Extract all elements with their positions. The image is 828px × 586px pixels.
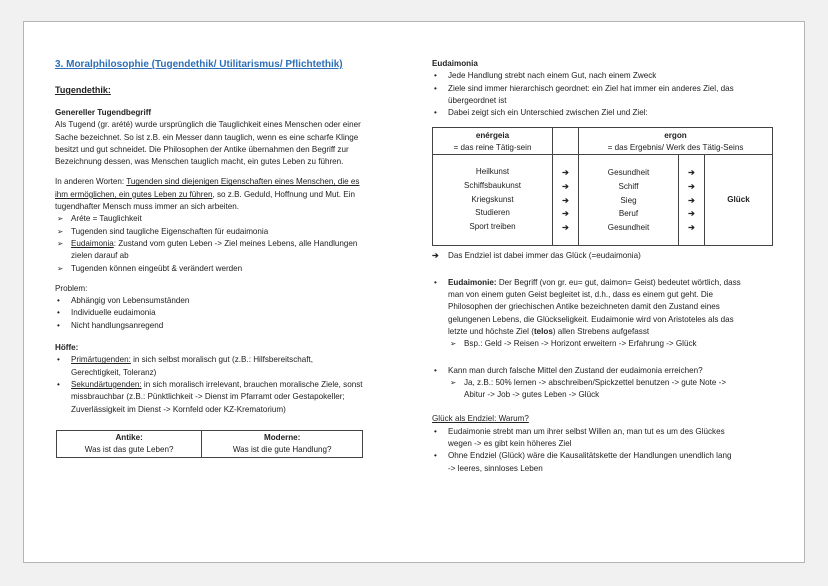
text-span: in sich moralisch irrelevant, brauchen moralische Ziele, sonst (141, 379, 363, 389)
list-item (55, 379, 400, 416)
activities-cell (433, 155, 553, 246)
text-span: übergeordnet ist (448, 95, 507, 105)
arrow-icon: ➔ (688, 168, 695, 178)
list-item: • Kann man durch falsche Mittel den Zustand der eudaimonia erreichen? (432, 365, 777, 377)
arrow-icon: ➔ (688, 209, 695, 219)
eudaimonie-definition (432, 277, 777, 338)
underlined-text: ihm ermöglichen, ein gutes Leben zu führen (55, 189, 213, 199)
text-span: : Zustand vom guten Leben -> Ziel meines Lebens, alle Handlungen (113, 238, 358, 248)
list-item (432, 83, 777, 108)
activity: Kriegskunst (471, 194, 514, 204)
text-line: tugendhafter Mensch muss immer an sich arbeiten. (55, 202, 239, 212)
list-item: • Dabei zeigt sich ein Unterschied zwischen Ziel und Ziel: (432, 107, 777, 119)
result: Gesundheit (607, 168, 650, 178)
arrow-icon: ➔ (688, 182, 695, 192)
page-title: 3. Moralphilosophie (Tugendethik/ Utilitarismus/ Pflichtethik) (55, 59, 343, 70)
text-span: gelungenen Lebens, die Glückseligkeit. Eudaimonie wird von Aristoteles als das (448, 314, 734, 324)
text-span: man von einem guten Geist begleitet ist, d.h., dass es einem gut geht. Die (448, 290, 713, 300)
arrow-icon: ➔ (562, 195, 569, 205)
right-column (432, 58, 777, 475)
cell-heading: Moderne: (263, 432, 301, 442)
activity: Sport treiben (469, 221, 516, 231)
text-line: Bezeichnung dessen, was Menschen tauglich macht, ein gutes Leben zu führen. (55, 157, 344, 167)
result: Beruf (618, 209, 639, 219)
answer-line (432, 377, 777, 402)
cell-text: = das reine Tätig-sein (453, 143, 532, 153)
bold-term: telos (533, 326, 553, 336)
arrow-icon: ➔ (562, 222, 569, 232)
heading-glueck-als-endziel: Glück als Endziel: Warum? (432, 414, 529, 424)
paragraph-in-anderen-worten (55, 176, 400, 213)
beispiel-line: ➢ Bsp.: Geld -> Reisen -> Horizont erweitern -> Erfahrung -> Glück (432, 338, 777, 350)
underlined-text: Sekundärtugenden: (71, 379, 142, 389)
warum-list (432, 426, 777, 475)
text-span: -> leeres, sinnloses Leben (448, 463, 543, 473)
arrow-icon: ➔ (562, 209, 569, 219)
list-item (55, 354, 400, 379)
eudaimonia-bullets (432, 70, 777, 119)
list-item: ➢ Aréte = Tauglichkeit (55, 213, 400, 225)
result: Schiff (618, 182, 639, 192)
arrow-icon: ➔ (562, 182, 569, 192)
underlined-text: Tugenden sind diejenigen Eigenschaften eines Menschen, die es (126, 177, 360, 187)
list-item: ➢ Tugenden können eingeübt & verändert werden (55, 263, 400, 275)
cell-heading: enérgeia (475, 131, 510, 141)
table-cell (433, 128, 553, 155)
result: Sieg (620, 195, 637, 205)
text-span: Zuverlässigkeit im Dienst -> Kornfeld oder KZ-Krematorium) (71, 404, 286, 414)
antike-moderne-table (56, 430, 363, 458)
paragraph-tugend-definition (55, 119, 400, 168)
text-span: ) allen Strebens aufgefasst (552, 326, 650, 336)
left-column (55, 58, 400, 458)
arrow-cell (553, 155, 579, 246)
list-item: • Abhängig von Lebensumständen (55, 295, 400, 307)
text-span: Gerechtigkeit, Toleranz) (71, 367, 157, 377)
arrow-icon: ➔ (562, 168, 569, 178)
text-span: , so z.B. Geduld, Hoffnung und Mut. Ein (212, 189, 355, 199)
cell-heading: Antike: (115, 432, 143, 442)
activity: Schiffsbaukunst (464, 181, 521, 191)
text-span: Ja, z.B.: 50% lernen -> abschreiben/Spickzettel benutzen -> gute Note -> (464, 377, 727, 387)
endziel-line: ➔ Das Endziel ist dabei immer das Glück (=eudaimonia) (432, 250, 777, 262)
text-span: missbrauchbar (z.B.: Pünktlichkeit -> Dienst im Pfarramt oder Gestapokeller; (71, 392, 345, 402)
text-span: Eudaimonie strebt man um ihrer selbst Willen an, man tut es um des Glückes (448, 426, 725, 436)
list-item: ➢ Tugenden sind taugliche Eigenschaften für eudaimonia (55, 226, 400, 238)
text-line: besitzt und gut schneidet. Die Philosophen der Antike übernahmen den Begriff zur (55, 144, 349, 154)
cell-heading: ergon (664, 131, 687, 141)
table-cell (202, 430, 363, 457)
list-item (55, 238, 400, 263)
problem-label: Problem: (55, 283, 88, 293)
activity: Heilkunst (475, 167, 510, 177)
cell-text: Was ist das gute Leben? (84, 444, 174, 454)
text-span: in sich selbst moralisch gut (z.B.: Hilfsbereitschaft, (130, 355, 314, 365)
text-span: In anderen Worten: (55, 177, 127, 187)
list-item (432, 450, 777, 475)
text-span: Der Begriff (von gr. eu= gut, daimon= Geist) bedeutet wörtlich, dass (496, 277, 741, 287)
document-page (23, 21, 805, 563)
table-cell (57, 430, 202, 457)
text-line: Sache bezeichnet. So ist z.B. ein Messer dann tauglich, wenn es eine scharfe Klinge (55, 132, 359, 142)
question-list (432, 365, 777, 377)
heading-eudaimonia: Eudaimonia (432, 59, 478, 68)
text-span: Abitur -> Job -> gutes Leben -> Glück (464, 390, 600, 400)
energeia-ergon-table (432, 127, 773, 246)
results-cell (579, 155, 679, 246)
list-item: • Nicht handlungsanregend (55, 320, 400, 332)
underlined-text: Primärtugenden: (71, 355, 131, 365)
cell-text: = das Ergebnis/ Werk des Tätig-Seins (607, 143, 744, 153)
text-span: Ziele sind immer hierarchisch geordnet: ein Ziel hat immer ein anderes Ziel, das (448, 83, 734, 93)
arrow-icon: ➔ (688, 195, 695, 205)
text-span: Ohne Endziel (Glück) wäre die Kausalitätskette der Handlungen unendlich lang (448, 451, 732, 461)
underlined-text: Eudaimonia (71, 238, 114, 248)
text-span: letzte und höchste Ziel ( (448, 326, 534, 336)
arrow-icon: ➔ (688, 222, 695, 232)
list-item (432, 277, 777, 338)
arrow-cell (679, 155, 705, 246)
list-item: • Jede Handlung strebt nach einem Gut, nach einem Zweck (432, 70, 777, 82)
section-heading-tugendethik: Tugendethik: (55, 85, 111, 95)
bold-label: Eudaimonie: (448, 277, 497, 287)
list-item: • Individuelle eudaimonia (55, 307, 400, 319)
problem-list (55, 295, 400, 332)
result: Gesundheit (607, 222, 650, 232)
list-item (432, 426, 777, 451)
hoeffe-list (55, 354, 400, 415)
glueck-cell: Glück (705, 155, 773, 246)
activity: Studieren (475, 208, 510, 218)
heading-genereller-tugendbegriff: Genereller Tugendbegriff (55, 108, 152, 117)
table-cell (579, 128, 773, 155)
text-line: Als Tugend (gr. arété) wurde ursprünglich die Tauglichkeit eines Menschen oder einer (55, 120, 361, 130)
text-span: wegen -> es gibt kein höheres Ziel (448, 439, 572, 449)
table-cell (553, 128, 579, 155)
text-span: zielen darauf ab (71, 251, 129, 261)
cell-text: Was ist die gute Handlung? (232, 444, 332, 454)
heading-hoeffe: Höffe: (55, 343, 79, 353)
arrow-list (55, 213, 400, 274)
text-span: Philosophen der griechischen Antike bezeichneten damit den Zustand eines (448, 302, 720, 312)
